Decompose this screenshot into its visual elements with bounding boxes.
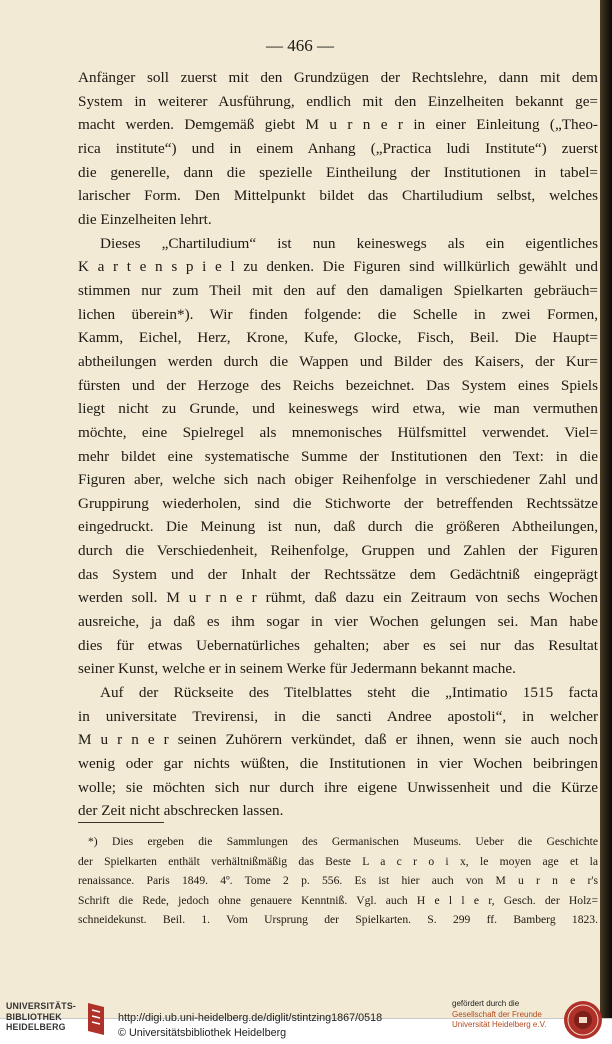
text-line: in universitate Trevirensi, in die sancti Andree apostoli“, in welcher [78, 707, 598, 725]
text-line: K a r t e n s p i e l zu denken. Die Figuren sind willkürlich gewählt und [78, 258, 598, 276]
text-line: werden soll. M u r n e r rühmt, daß dazu ein Zeitraum von sechs Wochen [78, 589, 598, 607]
text-line: das System und der Inhalt der Rechtssätze dem Gedächtniß eingeprägt [78, 565, 598, 583]
text-line: die generelle, dann die spezielle Eintheilung der Institutionen in tabel= [78, 163, 598, 181]
page-number: — 466 — [266, 36, 334, 55]
text-line: rica institute“) und in einem Anhang („Practica ludi Institute“) zuerst [78, 139, 598, 157]
library-seal-icon [84, 1001, 108, 1039]
library-logo[interactable] [6, 1001, 86, 1043]
text-line: die Einzelheiten lehrt. [78, 210, 212, 228]
text-line: Kamm, Eichel, Herz, Krone, Kufe, Glocke, Fisch, Beil. Die Haupt= [78, 329, 598, 347]
permalink-url[interactable]: http://digi.ub.uni-heidelberg.de/diglit/stintzing1867/0518 [118, 1012, 383, 1024]
body-text [78, 66, 598, 823]
sponsor-org-line: Universität Heidelberg e.V. [452, 1020, 547, 1029]
text-line: System in weiterer Ausführung, endlich mit den Einzelheiten bekannt ge= [78, 92, 598, 110]
text-line: dies für etwas Uebernatürliches gehalten; aber es sei nur das Resultat [78, 636, 598, 654]
text-line: Anfänger soll zuerst mit den Grundzügen der Rechtslehre, dann mit dem [78, 69, 598, 86]
university-crest-icon[interactable] [562, 999, 604, 1041]
text-line: wenig oder gar nichts wüßten, die Institutionen in vier Wochen beibringen [78, 755, 598, 773]
text-line: Auf der Rückseite des Titelblattes steht die „Intimatio 1515 facta [100, 684, 598, 702]
footnote-line: schneidekunst. Beil. 1. Vom Ursprung der Spielkarten. S. 299 ff. Bamberg 1823. [78, 913, 598, 926]
footnote-line: der Spielkarten enthält verhältnißmäßig das Beste L a c r o i x, le moyen age et la [78, 854, 598, 868]
footnote-line: Schrift die Rede, jedoch ohne genauere Kenntniß. Vgl. auch H e l l e r, Gesch. der Holz= [78, 893, 598, 907]
text-line: durch die Verschiedenheit, Reihenfolge, Gruppen und Zahlen der Figuren [78, 542, 598, 560]
body-paragraph [78, 66, 598, 232]
text-line: mehr bildet eine systematische Summe der Institutionen den Text: in die [78, 447, 598, 465]
text-line: Figuren aber, welche sich nach obiger Reihenfolge in verschiedener Zahl und [78, 471, 598, 489]
text-line: eingedruckt. Die Meinung ist nun, daß durch die größeren Abtheilungen, [78, 518, 598, 536]
library-name-line: UNIVERSITÄTS- [6, 1001, 77, 1011]
text-line: macht werden. Demgemäß giebt M u r n e r in einer Einleitung („Theo- [78, 116, 598, 134]
book-spine-edge [600, 0, 612, 1018]
text-line: lichen überein*). Wir finden folgende: die Schelle in zwei Formen, [78, 305, 598, 323]
footnote-line: renaissance. Paris 1849. 4º. Tome 2 p. 556. Es ist hier auch von M u r n e r's [78, 874, 598, 887]
sponsor-text[interactable] [452, 999, 560, 1031]
text-line: seiner Kunst, welche er in seinem Werke für Jedermann bekannt mache. [78, 660, 516, 678]
text-line: fürsten und der Herzoge des Reichs bezeichnet. Das System eines Spiels [78, 376, 598, 394]
text-line: wolle; sie möchten sich nur durch ihre eigene Unwissenheit und die Kürze [78, 778, 598, 796]
body-paragraph [78, 681, 598, 823]
text-line: larischer Form. Den Mittelpunkt bildet das Chartiludium selbst, welches [78, 187, 598, 205]
text-line: ausreiche, ja daß es ihm sogar in vier Wochen gelungen sei. Man habe [78, 613, 598, 631]
text-line: der Zeit nicht abschrecken lassen. [78, 802, 284, 820]
sponsor-heading: gefördert durch die [452, 999, 520, 1008]
text-line: Dieses „Chartiludium“ ist nun keineswegs als ein eigentliches [100, 234, 598, 252]
text-line: möchte, eine Spielregel als mnemonisches Hülfsmittel verwendet. Viel= [78, 423, 598, 441]
text-line: liegt nicht zu Grunde, und keineswegs wird etwa, wie man vermuthen [78, 400, 598, 418]
text-line: Gruppirung wiederholen, sind die Stichworte der betreffenden Rechtssätze [78, 494, 598, 512]
footnote-line: *) Dies ergeben die Sammlungen des Germanischen Museums. Ueber die Geschichte [88, 835, 598, 848]
text-line: abtheilungen werden durch die Wappen und Bilder des Kaisers, der Kur= [78, 352, 598, 370]
text-line: stimmen nur zum Theil mit den auf den damaligen Spielkarten gebräuch= [78, 281, 598, 299]
footnote-rule [78, 822, 164, 823]
library-name-line: BIBLIOTHEK [6, 1011, 62, 1022]
sponsor-org-line: Gesellschaft der Freunde [452, 1009, 542, 1019]
footnote [78, 832, 598, 930]
text-line: M u r n e r seinen Zuhörern verkündet, daß er ihnen, wenn sie auch noch [78, 731, 598, 749]
body-paragraph [78, 232, 598, 681]
footer-links [118, 1011, 448, 1041]
copyright-text: © Universitätsbibliothek Heidelberg [118, 1027, 287, 1039]
library-name-line: HEIDELBERG [6, 1022, 66, 1032]
